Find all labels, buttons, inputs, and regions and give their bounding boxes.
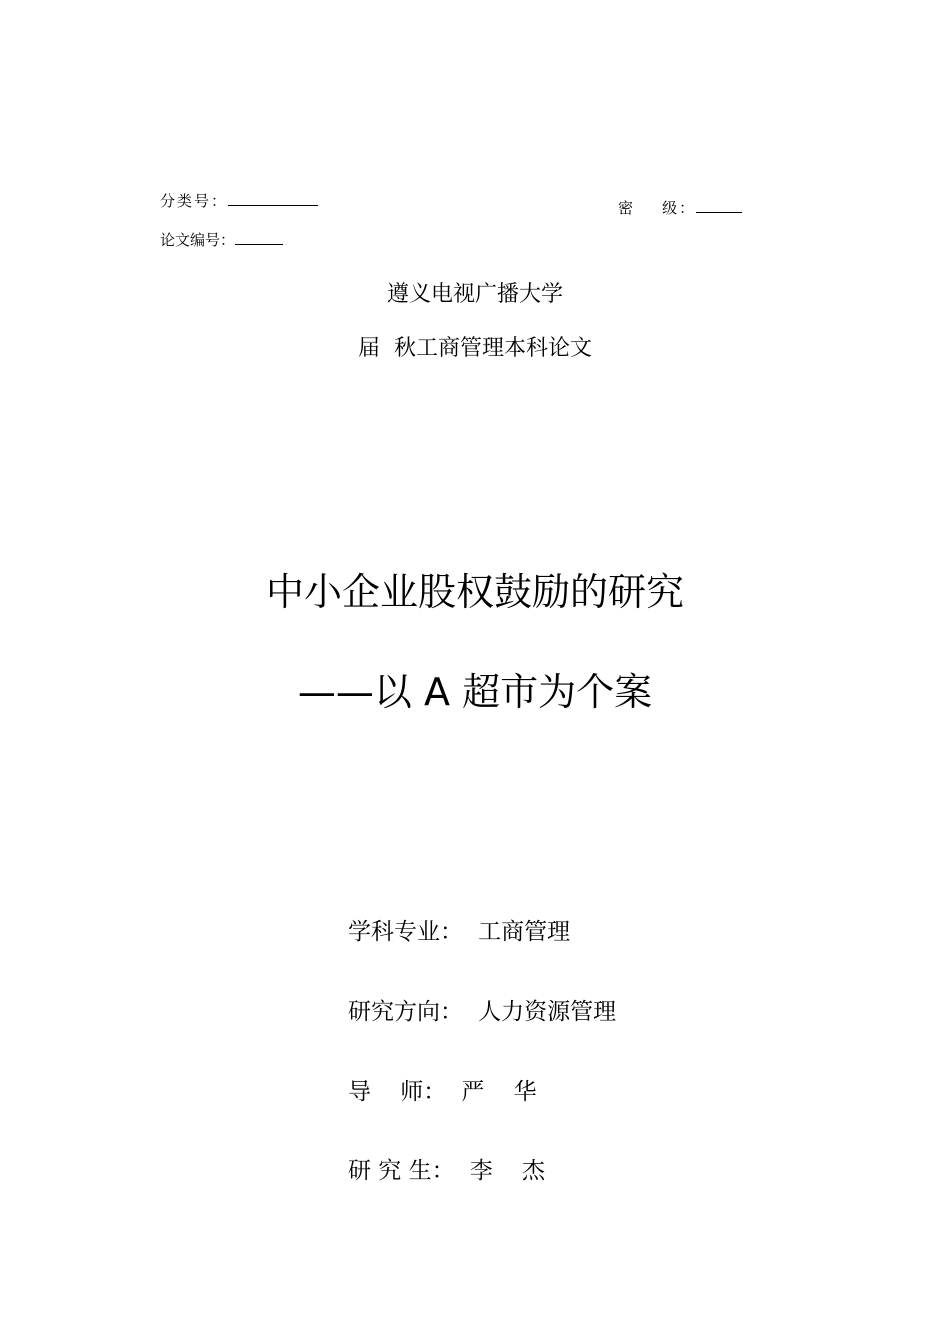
major-row (348, 913, 570, 946)
thesis-number-blank-line (235, 230, 283, 245)
secret-level-row (618, 197, 742, 218)
advisor-value: 严 华 (461, 1079, 537, 1105)
direction-row (348, 993, 616, 1026)
student-value: 李 杰 (469, 1158, 545, 1184)
school-name: 遵义电视广播大学 (386, 282, 563, 307)
advisor-row (348, 1073, 537, 1106)
classification-blank-line (228, 191, 318, 206)
student-label: 研 究 生： (348, 1158, 455, 1184)
classification-label: 分类号： (160, 192, 229, 210)
major-label: 学科专业： (348, 919, 463, 945)
classification-row (160, 190, 318, 211)
direction-value: 人力资源管理 (478, 999, 617, 1025)
secret-level-blank-line (696, 198, 742, 213)
advisor-label: 导 师： (348, 1079, 447, 1105)
thesis-number-row (160, 229, 283, 250)
student-row (348, 1152, 545, 1185)
program-line: 届 秋工商管理本科论文 (358, 336, 592, 361)
direction-label: 研究方向： (348, 999, 463, 1025)
thesis-title: 中小企业股权鼓励的研究 (265, 570, 684, 614)
thesis-number-label: 论文编号： (160, 231, 236, 249)
major-value: 工商管理 (478, 919, 571, 945)
secret-level-label: 密 级： (618, 199, 697, 217)
thesis-subtitle: ——以 A 超市为个案 (297, 670, 653, 714)
